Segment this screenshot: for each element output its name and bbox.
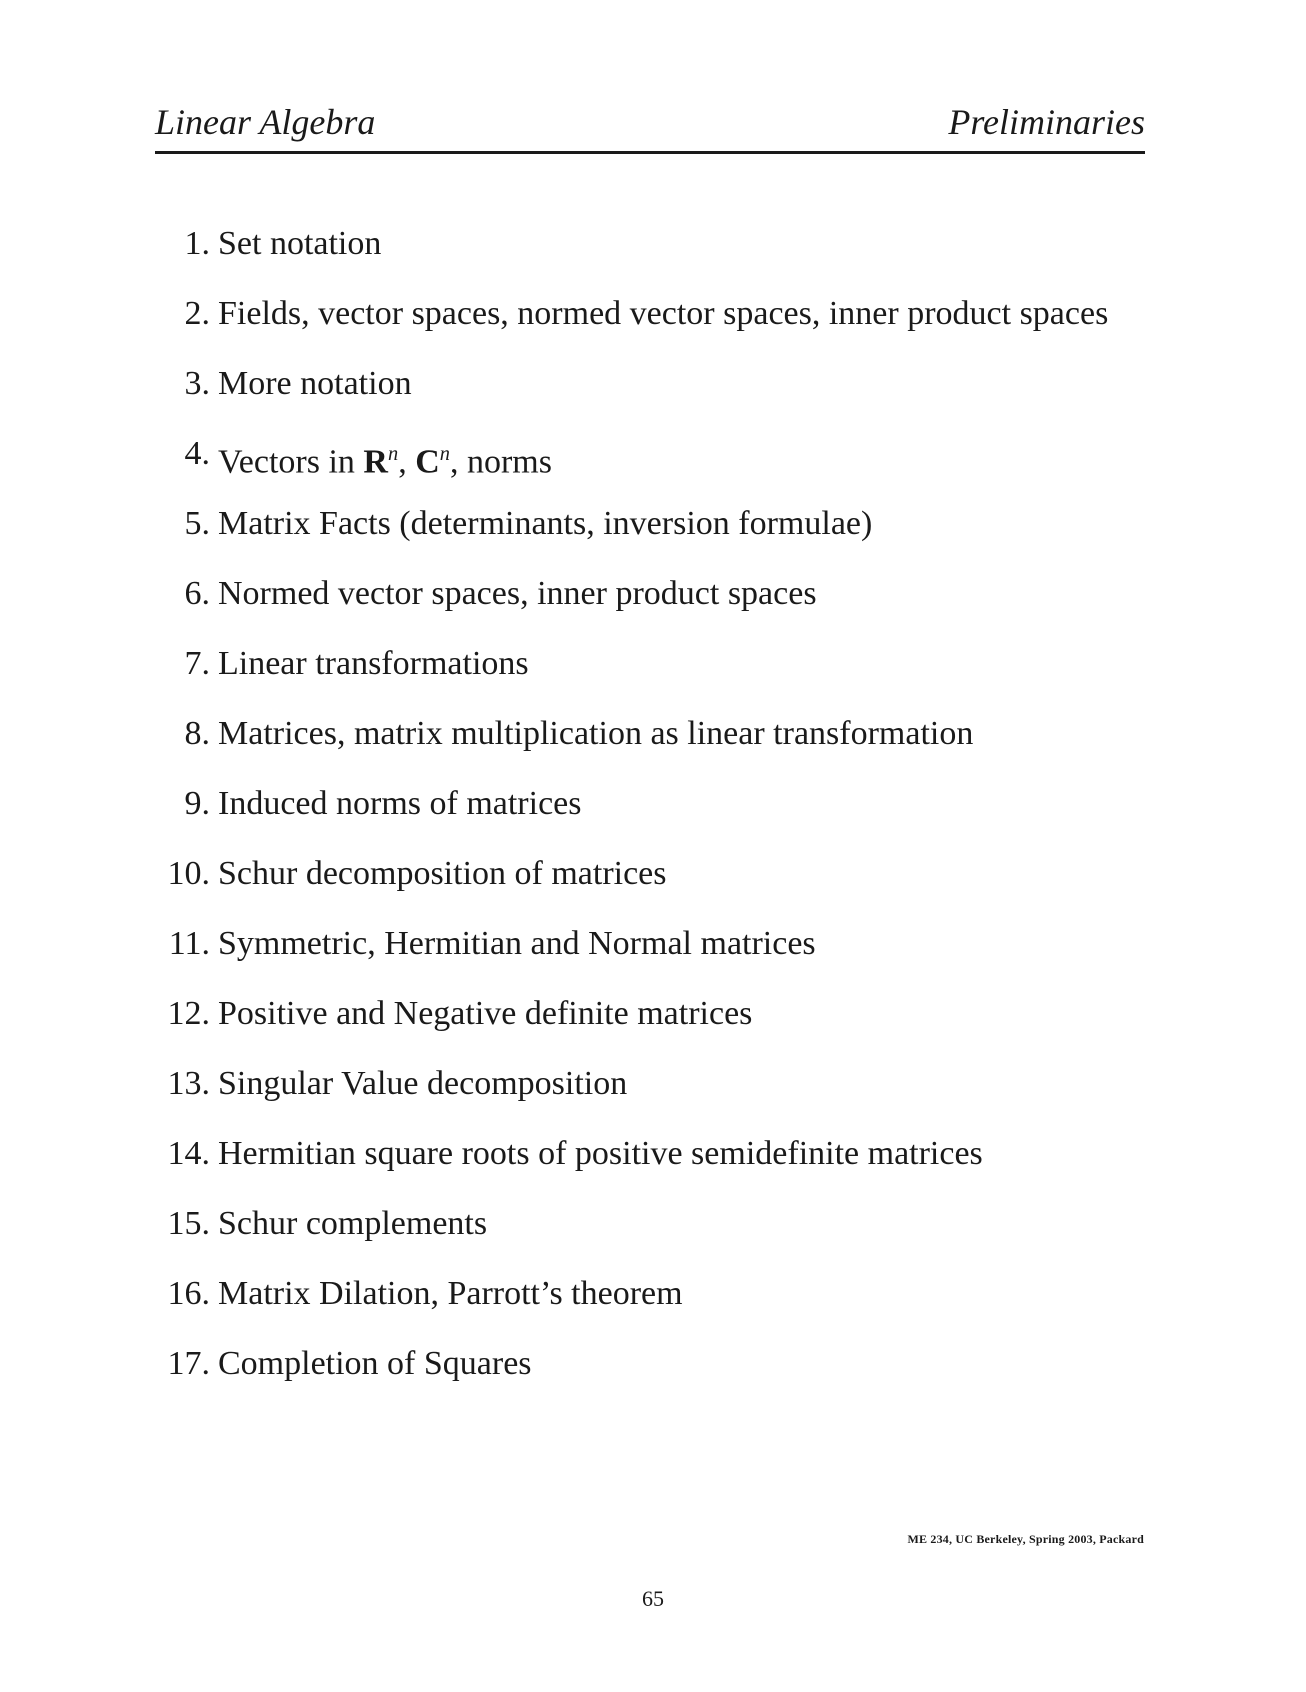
list-item-number: 9.: [184, 785, 210, 822]
list-item-text: More notation: [218, 365, 412, 402]
complex-space-symbol: C: [415, 443, 440, 481]
list-item-number: 16.: [167, 1275, 210, 1312]
list-item-text: Induced norms of matrices: [218, 785, 582, 822]
real-space-exponent: n: [387, 443, 399, 465]
list-item-number: 10.: [167, 855, 210, 892]
list-item-text: Hermitian square roots of positive semidefinite matrices: [218, 1135, 983, 1172]
list-item-text: Matrix Dilation, Parrott’s theorem: [218, 1275, 683, 1312]
list-item-text: Symmetric, Hermitian and Normal matrices: [218, 925, 816, 962]
header-right-title: Preliminaries: [948, 102, 1145, 142]
list-item-text: Matrix Facts (determinants, inversion formulae): [218, 505, 873, 542]
list-item-number: 4.: [184, 435, 210, 472]
header-rule: [155, 151, 1145, 154]
list-item-text-suffix: , norms: [449, 443, 552, 481]
list-item-number: 6.: [184, 575, 210, 612]
list-item-comma: ,: [398, 443, 416, 481]
list-item-text: Normed vector spaces, inner product spaces: [218, 575, 817, 612]
list-item-text: Matrices, matrix multiplication as linear transformation: [218, 715, 974, 752]
list-item-number: 14.: [167, 1135, 210, 1172]
list-item-number: 12.: [167, 995, 210, 1032]
list-item-text: Singular Value decomposition: [218, 1065, 628, 1102]
list-item-number: 2.: [184, 295, 210, 332]
list-item-number: 8.: [184, 715, 210, 752]
list-item-number: 3.: [184, 365, 210, 402]
list-item-text: Completion of Squares: [218, 1345, 532, 1382]
course-footer-note: ME 234, UC Berkeley, Spring 2003, Packard: [907, 1532, 1144, 1546]
list-item-text: Linear transformations: [218, 645, 529, 682]
list-item-text: Fields, vector spaces, normed vector spaces, inner product spaces: [218, 295, 1109, 332]
list-item-number: 5.: [184, 505, 210, 542]
page-number: 65: [642, 1586, 664, 1611]
list-item-number: 13.: [167, 1065, 210, 1102]
list-item-text-prefix: Vectors in: [218, 443, 364, 481]
list-item-text: Set notation: [218, 225, 382, 262]
list-item-number: 11.: [168, 925, 210, 962]
real-space-symbol: R: [363, 443, 388, 481]
list-item-text: Schur complements: [218, 1205, 488, 1242]
list-item-text: [218, 432, 552, 484]
page-header: [155, 98, 1145, 146]
list-item-number: 17.: [167, 1345, 210, 1382]
list-item-text: Schur decomposition of matrices: [218, 855, 667, 892]
list-item-text: Positive and Negative definite matrices: [218, 995, 753, 1032]
header-left-title: Linear Algebra: [155, 102, 376, 142]
list-item-number: 1.: [184, 225, 210, 262]
list-item-number: 15.: [167, 1205, 210, 1242]
complex-space-exponent: n: [439, 443, 450, 465]
list-item-number: 7.: [184, 645, 210, 682]
